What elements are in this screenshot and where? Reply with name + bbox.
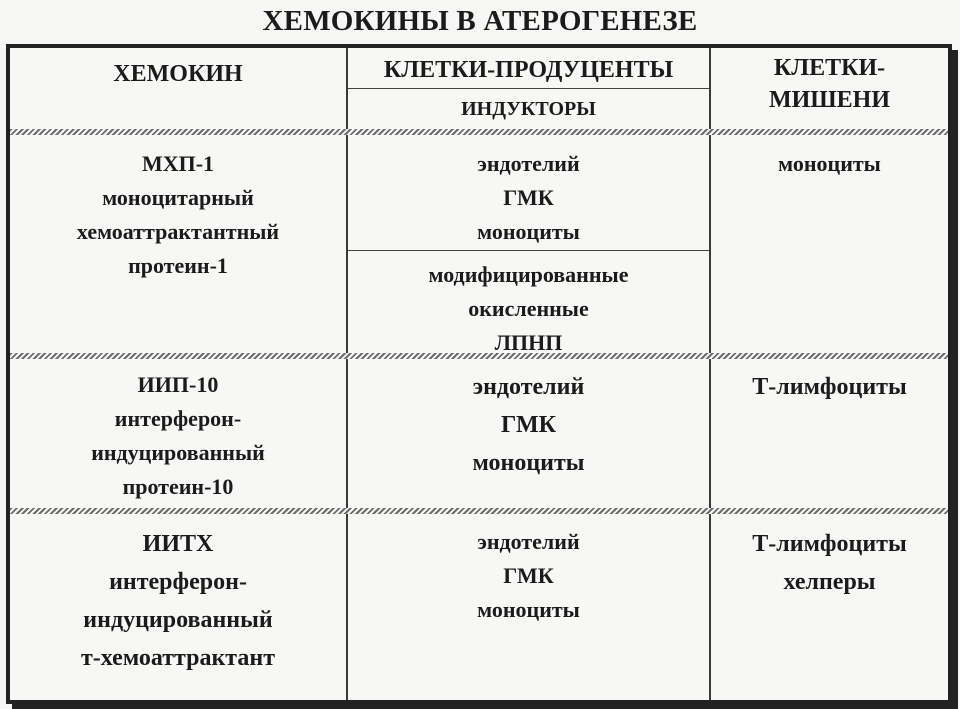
- header-chemokine: ХЕМОКИН: [113, 61, 243, 87]
- page-title: ХЕМОКИНЫ В АТЕРОГЕНЕЗЕ: [262, 5, 698, 37]
- row-1-chemokine: МХП-1 моноцитарный хемоаттрактантный протеин-1: [76, 151, 280, 278]
- row-3-chemokine: ИИТХ интерферон- индуцированный т-хемоаттрактант: [81, 531, 275, 671]
- row-2-producers: эндотелий ГМК моноциты: [472, 374, 585, 476]
- header-separator: [10, 129, 948, 135]
- header-subdivider: [348, 88, 709, 89]
- header-targets: КЛЕТКИ- МИШЕНИ: [768, 55, 891, 113]
- inductor-divider: [348, 250, 709, 251]
- row-2-targets: Т-лимфоциты: [752, 374, 907, 400]
- row-2-chemokine: ИИП-10 интерферон- индуцированный протеин-10: [91, 372, 265, 499]
- header-producers: КЛЕТКИ-ПРОДУЦЕНТЫ: [383, 57, 674, 83]
- row-separator-2: [10, 508, 948, 514]
- row-1-targets: моноциты: [778, 151, 881, 176]
- chemokines-table: [6, 44, 952, 704]
- header-inductors: ИНДУКТОРЫ: [461, 98, 596, 120]
- row-3-producers: эндотелий ГМК моноциты: [477, 529, 580, 622]
- row-1-producers: эндотелий ГМК моноциты: [477, 151, 580, 244]
- row-3-targets: Т-лимфоциты хелперы: [752, 531, 907, 595]
- row-1-inductors: модифицированные окисленные ЛПНП: [428, 262, 629, 355]
